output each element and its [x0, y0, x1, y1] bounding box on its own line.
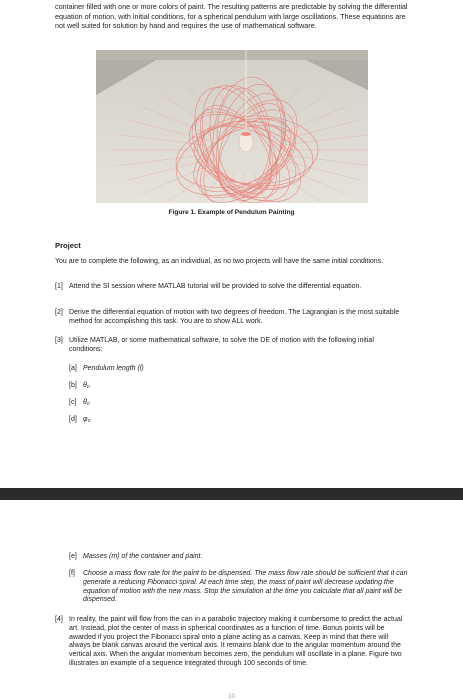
step-text: Attend the SI session where MATLAB tutorial will be provided to solve the differential equation. [69, 283, 362, 290]
condition-text: Choose a mass flow rate for the paint to be dispensed. The mass flow rate should be sufficient that it can generate a reducing Fibonacci spiral. At each time step, the mass of paint will decrease updating the equation of motion with the new mass. Stop the simulation at the time you calculate that all paint will be dispensed. [83, 570, 408, 604]
step-text: Utilize MATLAB, or some mathematical software, to solve the DE of motion with the following initial conditions: [69, 337, 374, 353]
condition-text: Masses (m) of the container and paint. [83, 553, 203, 560]
pendulum-painting-photo [96, 50, 368, 203]
step-text: In reality, the paint will flow from the can in a parabolic trajectory making it cumbersome to predict the actual art. Instead, plot the center of mass in spherical coordinates as a function of time. Bonus points will be awarded if you project the Fibonacci spiral onto a plane acting as a canvas. Keep in mind that there will always be blank canvas around the vertical axis. It remains blank due to the angular momentum around the vertical axis. When the angular momentum becomes zero, the pendulum will oscillate in a plane. Figure two illustrates an example of a sequence integrated through 100 seconds of time. [69, 616, 403, 667]
condition-label: [d] [69, 416, 77, 423]
pendulum-painting-image [96, 50, 368, 203]
condition-label: [f] [69, 570, 75, 577]
step-number: [1] [55, 283, 63, 290]
page-separator [0, 488, 463, 500]
condition-text: φ₀ [83, 416, 91, 423]
figure-caption: Figure 1. Example of Pendulum Painting [168, 209, 295, 216]
condition-label: [a] [69, 365, 77, 372]
paint-drip [241, 132, 251, 136]
condition-label: [c] [69, 399, 77, 406]
step-number: [3] [55, 337, 63, 344]
document-page-2 [0, 500, 463, 700]
project-heading: Project [55, 241, 81, 250]
step-number: [2] [55, 309, 63, 316]
step-text: Derive the differential equation of motion with two degrees of freedom. The Lagrangian is the most suitable method for accomplishing this task. You are to show ALL work. [69, 309, 400, 325]
condition-text: Pendulum length (l) [83, 365, 144, 372]
intro-paragraph: container filled with one or more colors of paint. The resulting patterns are predictable by solving the differential equation of motion, with initial conditions, for a spherical pendulum with large oscillations. These equations are not well suited for solution by hand and requires the use of mathematical software. [55, 2, 408, 31]
condition-text: θ₀ [83, 382, 90, 389]
condition-text: θ̇₀ [83, 399, 90, 406]
project-intro: You are to complete the following, as an individual, as no two projects will have the same initial conditions. [55, 258, 384, 265]
condition-label: [b] [69, 382, 77, 389]
step-number: [4] [55, 616, 63, 623]
condition-label: [e] [69, 553, 77, 560]
page-number: 10 [228, 694, 235, 700]
